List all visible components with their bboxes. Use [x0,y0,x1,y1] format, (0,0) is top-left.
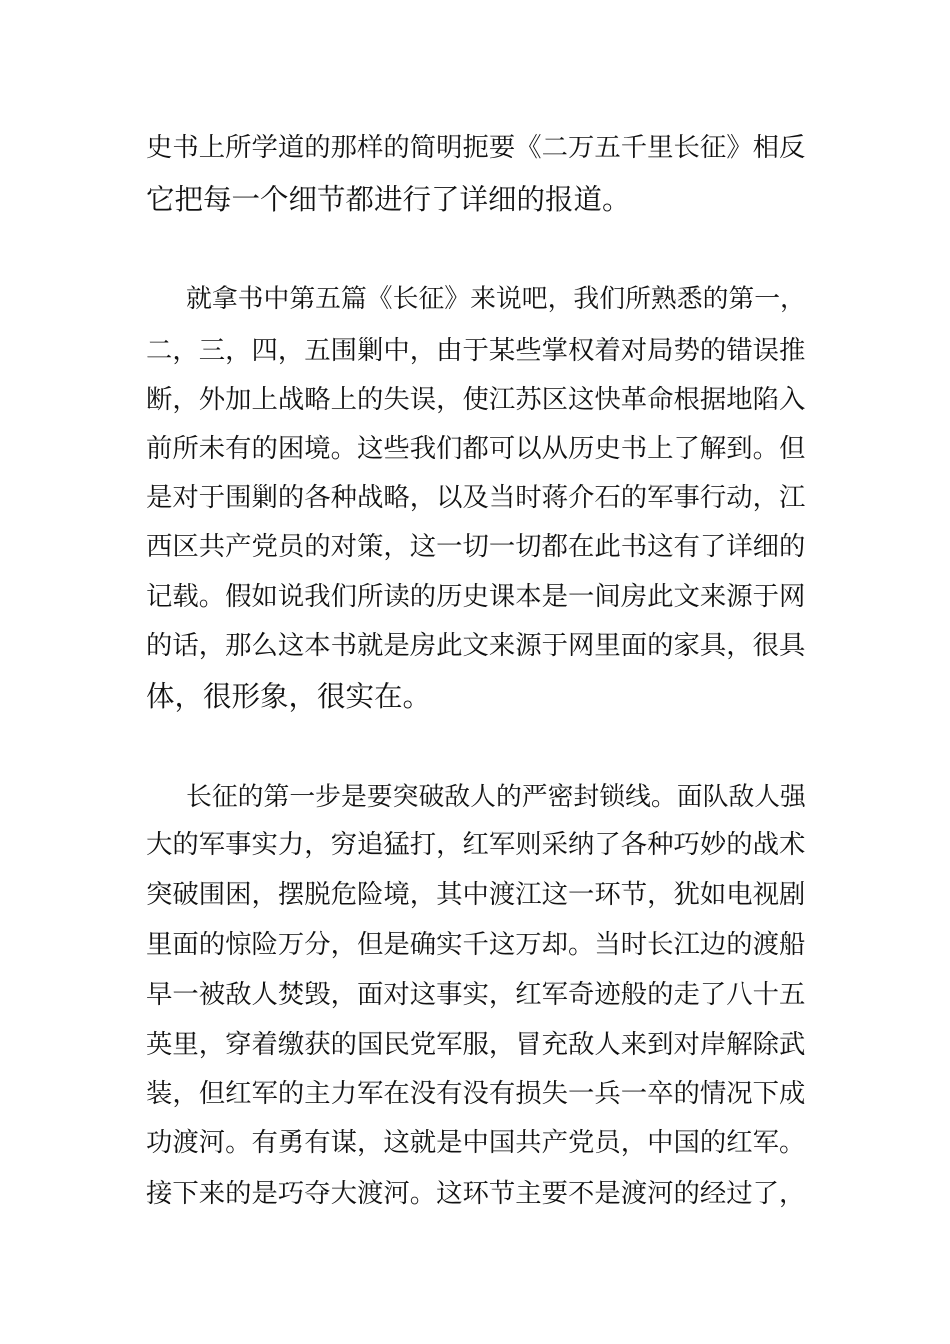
text-line: 功渡河。有勇有谋，这就是中国共产党员，中国的红军。 [146,1128,806,1158]
text-line: 接下来的是巧夺大渡河。这环节主要不是渡河的经过了， [146,1179,806,1209]
text-line: 史书上所学道的那样的简明扼要《二万五千里长征》相反 [146,133,806,163]
text-line: 断，外加上战略上的失误，使江苏区这快革命根据地陷入 [146,385,806,415]
text-line: 它把每一个细节都进行了详细的报道。 [146,183,631,216]
text-line: 装，但红军的主力军在没有没有损失一兵一卒的情况下成 [146,1079,806,1109]
text-line: 大的军事实力，穷追猛打，红军则采纳了各种巧妙的战术 [146,830,806,860]
text-line: 记载。假如说我们所读的历史课本是一间房此文来源于网 [146,582,806,612]
text-line: 二，三，四，五围剿中，由于某些掌权着对局势的错误推 [146,336,806,366]
text-line: 就拿书中第五篇《长征》来说吧，我们所熟悉的第一， [186,284,806,314]
text-line: 是对于围剿的各种战略，以及当时蒋介石的军事行动，江 [146,483,806,513]
text-line: 长征的第一步是要突破敌人的严密封锁线。面队敌人强 [186,782,806,812]
text-line: 体，很形象，很实在。 [146,680,432,713]
text-line: 里面的惊险万分，但是确实千这万却。当时长江边的渡船 [146,930,806,960]
text-line: 西区共产党员的对策，这一切一切都在此书这有了详细的 [146,532,806,562]
text-line: 突破围困，摆脱危险境，其中渡江这一环节，犹如电视剧 [146,880,806,910]
text-line: 前所未有的困境。这些我们都可以从历史书上了解到。但 [146,434,806,464]
text-line: 英里，穿着缴获的国民党军服，冒充敌人来到对岸解除武 [146,1030,806,1060]
text-line: 的话，那么这本书就是房此文来源于网里面的家具，很具 [146,631,806,661]
text-line: 早一被敌人焚毁，面对这事实，红军奇迹般的走了八十五 [146,980,806,1010]
